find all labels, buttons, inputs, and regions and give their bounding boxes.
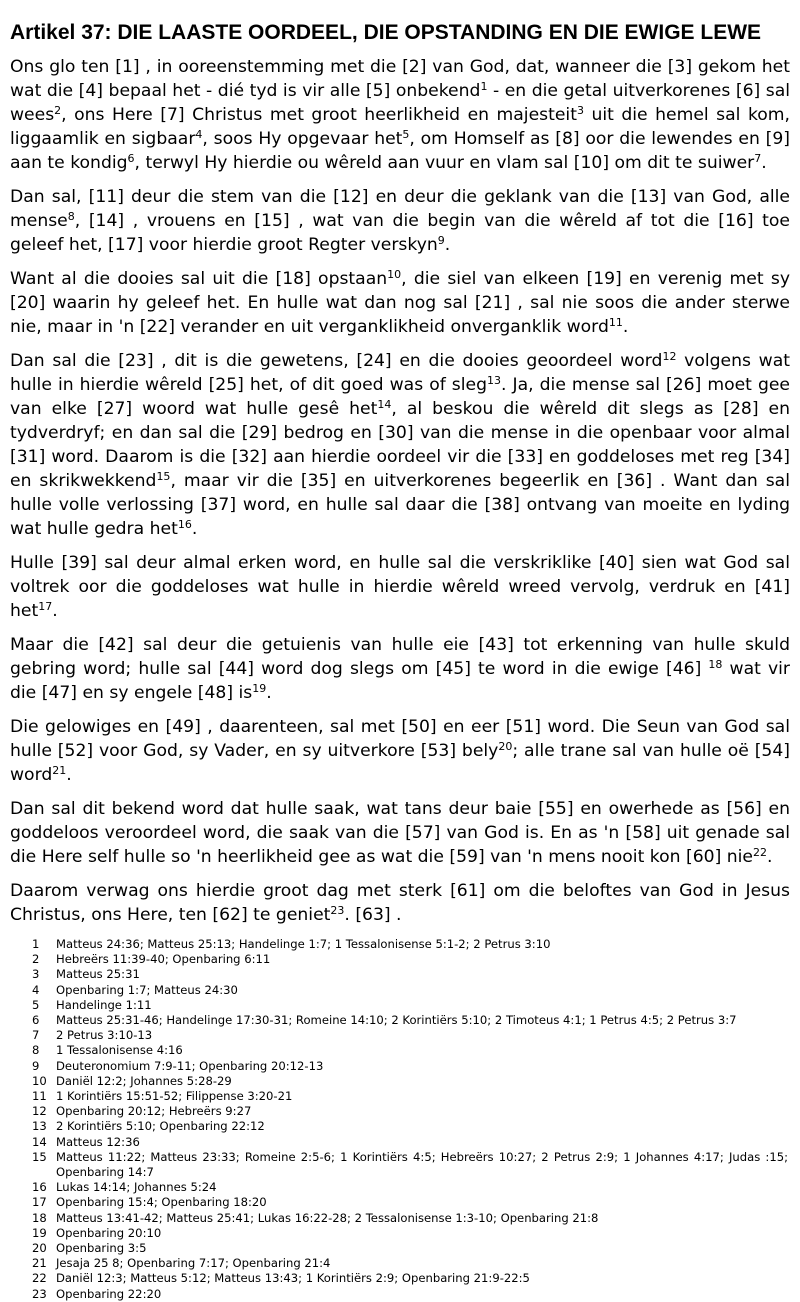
footnote-number: 6 — [32, 1013, 40, 1028]
body-paragraph — [10, 185, 790, 257]
footnote-reference: Matteus 13:41-42; Matteus 25:41; Lukas 16:22-28; 2 Tessalonisense 1:3-10; Openbaring 21:8 — [56, 1210, 599, 1225]
footnote-number: 23 — [32, 1286, 47, 1301]
footnote-item — [10, 998, 790, 1013]
footnote-item — [10, 1226, 790, 1241]
body-paragraph — [10, 633, 790, 705]
footnote-reference: Deuteronomium 7:9-11; Openbaring 20:12-13 — [56, 1058, 324, 1073]
paragraph-text: - en die getal uitverkorenes [6] sal wees — [10, 81, 791, 125]
footnote-marker: 22 — [753, 846, 767, 859]
paragraph-text: . Ja, die mense sal [26] moet gee van elke [27] woord wat hulle gesê het — [10, 375, 790, 419]
paragraph-text: . — [767, 847, 773, 867]
paragraph-text: , om Homself as [8] oor die lewendes en [9] aan te kondig — [10, 129, 790, 173]
footnote-number: 4 — [32, 982, 40, 997]
footnote-marker: 23 — [330, 904, 345, 917]
paragraph-text: , al beskou die wêreld dit slegs as [28] en tydverdryf; en dan sal die [29] bedrog en [30] van die mense in die openbaar voor almal [31] word. Daarom is die [32] aan hierdie oordeel vir die [33] en goddeloses met reg [34] en skrikwekkend — [10, 399, 790, 491]
footnote-number: 13 — [32, 1119, 47, 1134]
footnote-reference: Openbaring 22:20 — [56, 1286, 162, 1301]
paragraph-text: , die siel van elkeen [19] en verenig met sy [20] waarin hy geleef het. En hulle wat dan nog sal [21] , sal nie soos die ander sterwe nie, maar in 'n [22] verander en uit verganklikheid onverganklik word — [10, 269, 790, 337]
footnote-marker: 18 — [708, 658, 723, 671]
footnote-item — [10, 1119, 790, 1134]
footnote-marker: 3 — [576, 104, 584, 117]
footnote-marker: 5 — [402, 128, 410, 141]
footnote-number: 7 — [32, 1028, 40, 1043]
paragraph-text: . — [191, 519, 198, 539]
footnote-marker: 9 — [437, 234, 445, 247]
paragraph-text: . — [622, 317, 629, 337]
footnote-item — [10, 1150, 790, 1180]
footnote-marker: 16 — [177, 518, 192, 531]
footnote-reference: Openbaring 20:10 — [56, 1225, 162, 1240]
footnote-reference: Daniël 12:3; Matteus 5:12; Matteus 13:43; 1 Korintiërs 2:9; Openbaring 21:9-22:5 — [56, 1271, 530, 1286]
paragraph-text: Dan sal, [11] deur die stem van die [12] en deur die geklank van die [13] van God, alle mense — [10, 187, 790, 231]
footnote-reference: Lukas 14:14; Johannes 5:24 — [56, 1180, 217, 1195]
footnote-reference: 1 Korintiërs 15:51-52; Filippense 3:20-21 — [56, 1089, 293, 1104]
footnote-reference: Openbaring 15:4; Openbaring 18:20 — [56, 1195, 267, 1210]
footnote-reference: Matteus 25:31 — [56, 967, 140, 982]
footnote-marker: 6 — [127, 152, 135, 165]
footnote-reference: Jesaja 25 8; Openbaring 7:17; Openbaring 21:4 — [56, 1256, 331, 1271]
body-paragraph — [10, 349, 790, 541]
footnote-number: 16 — [32, 1180, 47, 1195]
paragraph-text: ; alle trane sal van hulle oë [54] word — [10, 741, 791, 785]
footnote-item — [10, 1013, 790, 1028]
footnote-reference: Daniël 12:2; Johannes 5:28-29 — [56, 1073, 232, 1088]
paragraph-text: Dan sal dit bekend word dat hulle saak, wat tans deur baie [55] en owerhede as [56] en goddeloos veroordeel word, die saak van die [57] van God is. En as 'n [58] uit genade sal die Here self hulle so 'n heerlikheid gee as wat die [59] van 'n mens nooit kon [60] nie — [10, 799, 790, 867]
paragraph-text: Die gelowiges en [49] , daarenteen, sal met [50] en eer [51] word. Die Seun van God sal hulle [52] voor God, sy Vader, en sy uitverkore [53] bely — [10, 717, 790, 761]
body-paragraph — [10, 797, 790, 869]
footnote-reference: Openbaring 20:12; Hebreërs 9:27 — [56, 1104, 252, 1119]
footnote-reference: Openbaring 1:7; Matteus 24:30 — [56, 982, 238, 997]
footnote-item — [10, 983, 790, 998]
footnote-reference: 1 Tessalonisense 4:16 — [56, 1043, 183, 1058]
footnote-item — [10, 1059, 790, 1074]
footnote-number: 21 — [32, 1256, 47, 1271]
footnote-marker: 15 — [156, 470, 171, 483]
footnote-item — [10, 1256, 790, 1271]
paragraph-text: Ons glo ten [1] , in ooreenstemming met die [2] van God, dat, wanneer die [3] gekom het wat die [4] bepaal het - dié tyd is vir alle [5] onbekend — [10, 57, 790, 101]
footnote-reference: Openbaring 3:5 — [56, 1241, 147, 1256]
paragraph-text: Daarom verwag ons hierdie groot dag met sterk [61] om die beloftes van God in Jesus Christus, ons Here, ten [62] te geniet — [10, 881, 790, 925]
footnote-item — [10, 1195, 790, 1210]
footnote-number: 18 — [32, 1210, 47, 1225]
footnote-item — [10, 1211, 790, 1226]
footnote-item — [10, 967, 790, 982]
footnote-marker: 10 — [387, 268, 402, 281]
footnote-item — [10, 1180, 790, 1195]
paragraph-text: , soos Hy opgevaar het — [202, 129, 403, 149]
paragraph-text: Want al die dooies sal uit die [18] opstaan — [10, 269, 388, 289]
footnote-reference: 2 Petrus 3:10-13 — [56, 1028, 153, 1043]
footnote-reference: Handelinge 1:11 — [56, 997, 152, 1012]
footnote-marker: 7 — [754, 152, 762, 165]
body-paragraph — [10, 715, 790, 787]
footnote-reference: Matteus 24:36; Matteus 25:13; Handelinge 1:7; 1 Tessalonisense 5:1-2; 2 Petrus 3:10 — [56, 937, 551, 951]
paragraph-text: uit die hemel sal kom, liggaamlik en sigbaar — [10, 105, 791, 149]
footnote-reference: Matteus 12:36 — [56, 1134, 140, 1149]
body-paragraph — [10, 55, 790, 175]
footnote-number: 1 — [32, 937, 40, 951]
paragraph-text: Hulle [39] sal deur almal erken word, en hulle sal die verskriklike [40] sien wat God sal voltrek oor die goddeloses wat hulle in hierdie wêreld wreed vervolg, verdruk en [41] het — [10, 553, 790, 621]
body-paragraph — [10, 267, 790, 339]
paragraph-text: . — [761, 153, 767, 173]
footnote-number: 2 — [32, 952, 40, 967]
footnote-item — [10, 1043, 790, 1058]
footnote-number: 17 — [32, 1195, 47, 1210]
footnote-marker: 2 — [54, 104, 62, 117]
footnote-item — [10, 952, 790, 967]
footnote-number: 19 — [32, 1225, 47, 1240]
footnote-number: 15 — [32, 1149, 47, 1164]
footnote-item — [10, 1089, 790, 1104]
footnote-number: 20 — [32, 1241, 47, 1256]
footnote-item — [10, 1074, 790, 1089]
body-paragraph — [10, 551, 790, 623]
footnote-marker: 1 — [480, 80, 488, 93]
paragraph-text: volgens wat hulle in hierdie wêreld [25] het, of dit goed was of sleg — [10, 351, 790, 395]
footnote-marker: 17 — [38, 600, 53, 613]
paragraph-text: . — [66, 765, 72, 785]
paragraph-text: . — [266, 683, 272, 703]
footnote-marker: 11 — [608, 316, 623, 329]
paragraph-text: , maar vir die [35] en uitverkorenes begeerlik en [36] . Want dan sal hulle volle verlossing [37] word, en hulle sal daar die [38] ontvang van moeite en lyding wat hulle gedra het — [10, 471, 790, 539]
paragraph-text: Maar die [42] sal deur die getuienis van hulle eie [43] tot erkenning van hulle skuld gebring word; hulle sal [44] word dog slegs om [45] te word in die ewige [46] — [10, 635, 790, 679]
paragraph-text: , ons Here [7] Christus met groot heerlikheid en majesteit — [61, 105, 577, 125]
paragraph-text: . — [52, 601, 58, 621]
footnote-reference: 2 Korintiërs 5:10; Openbaring 22:12 — [56, 1119, 265, 1134]
footnote-marker: 4 — [195, 128, 203, 141]
footnote-marker: 21 — [52, 764, 67, 777]
footnote-number: 9 — [32, 1058, 40, 1073]
footnote-item — [10, 1104, 790, 1119]
paragraph-text: wat vir die [47] en sy engele [48] is — [10, 659, 790, 703]
footnote-item — [10, 1271, 790, 1286]
footnote-number: 5 — [32, 997, 40, 1012]
article-body — [10, 55, 790, 927]
footnote-marker: 8 — [67, 210, 75, 223]
paragraph-text: . [63] . — [344, 905, 402, 925]
footnote-number: 3 — [32, 967, 40, 982]
footnote-reference: Matteus 11:22; Matteus 23:33; Romeine 2:5-6; 1 Korintiërs 4:5; Hebreërs 10:27; 2 Petrus 2:9; 1 Johannes 4:17; Judas :15; Openbaring 14:7 — [56, 1149, 788, 1180]
footnote-number: 14 — [32, 1134, 47, 1149]
paragraph-text: , terwyl Hy hierdie ou wêreld aan vuur en vlam sal [10] om dit te suiwer — [134, 153, 755, 173]
footnote-item — [10, 1287, 790, 1302]
footnote-item — [10, 1241, 790, 1256]
footnote-marker: 19 — [252, 682, 267, 695]
article-title: Artikel 37: DIE LAASTE OORDEEL, DIE OPSTANDING EN DIE EWIGE LEWE — [10, 21, 762, 44]
footnote-reference: Matteus 25:31-46; Handelinge 17:30-31; Romeine 14:10; 2 Korintiërs 5:10; 2 Timoteus 4:1; 1 Petrus 4:5; 2 Petrus 3:7 — [56, 1013, 737, 1028]
footnote-number: 10 — [32, 1073, 47, 1088]
body-paragraph — [10, 879, 790, 927]
footnote-number: 12 — [32, 1104, 47, 1119]
footnote-marker: 20 — [498, 740, 513, 753]
footnote-number: 22 — [32, 1271, 47, 1286]
footnote-item — [10, 1135, 790, 1150]
paragraph-text: Dan sal die [23] , dit is die gewetens, [24] en die dooies geoordeel word — [10, 351, 663, 371]
footnote-list — [10, 937, 790, 1302]
footnote-number: 8 — [32, 1043, 40, 1058]
footnote-number: 11 — [32, 1089, 47, 1104]
footnote-marker: 12 — [662, 350, 677, 363]
footnote-reference: Hebreërs 11:39-40; Openbaring 6:11 — [56, 952, 271, 967]
paragraph-text: , [14] , vrouens en [15] , wat van die begin van die wêreld af tot die [16] toe geleef het, [17] voor hierdie groot Regter verskyn — [10, 211, 790, 255]
paragraph-text: . — [444, 235, 451, 255]
footnote-marker: 14 — [377, 398, 392, 411]
footnote-marker: 13 — [487, 374, 502, 387]
footnote-item — [10, 937, 790, 952]
footnote-item — [10, 1028, 790, 1043]
